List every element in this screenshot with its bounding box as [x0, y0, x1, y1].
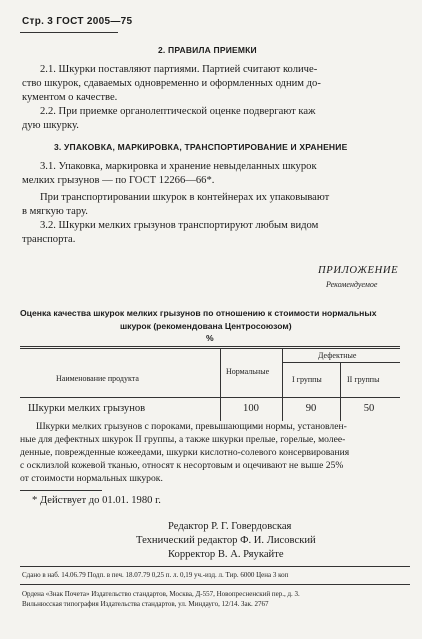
section3-p1-line1: 3.1. Упаковка, маркировка и хранение невыделанных шкурок [40, 161, 317, 172]
printer-line2: Вильнюсская типография Издательства стандартов, ул. Миндауго, 12/14. Зак. 2767 [22, 600, 269, 608]
table-top-rule [20, 346, 400, 347]
section3-p2-line2: в мягкую тару. [22, 206, 88, 217]
section2-p1-line3: кументом о качестве. [22, 92, 118, 103]
table-header-normal: Нормальные [226, 367, 270, 376]
credit-editor: Редактор Р. Г. Говердовская [168, 521, 292, 532]
table-top-rule-2 [20, 348, 400, 349]
table-cell-normal: 100 [243, 403, 259, 414]
header-rule [20, 32, 118, 33]
section2-p2-line1: 2.2. При приемке органолептической оценке подвергают каж [40, 106, 316, 117]
table-col-divider-3 [340, 362, 341, 421]
note-line4: с осклизлой кожевой тканью, относят к несортовым и оцечивают не выше 25% [20, 460, 344, 471]
table-cell-group2: 50 [363, 403, 375, 414]
section2-p1-line2: ство шкурок, сдаваемых одновременно и оформленных одним до- [22, 78, 321, 89]
note-line3: денные, поврежденные кожеедами, шкурки кислотно-солевого консервирования [20, 447, 350, 458]
table-cell-group1: 90 [305, 403, 317, 414]
table-cell-product: Шкурки мелких грызунов [28, 403, 146, 414]
table-header-defective: Дефектные [318, 351, 357, 360]
credit-tech-editor: Технический редактор Ф. И. Лисовский [136, 535, 316, 546]
section2-p1-line1: 2.1. Шкурки поставляют партиями. Партией считают количе- [40, 64, 318, 75]
footnote-rule [20, 490, 102, 491]
table-header-group1: I группы [292, 375, 322, 384]
page-header: Стр. 3 ГОСТ 2005—75 [22, 16, 133, 27]
credit-proofreader: Корректор В. А. Ряукайте [168, 549, 284, 560]
imprint-line: Сдано в наб. 14.06.79 Подп. в печ. 18.07.79 0,25 п. л. 0,19 уч.-изд. л. Тир. 6000 Цена 3 коп [22, 571, 289, 579]
table-header-product: Наименование продукта [56, 374, 139, 383]
imprint-top-rule [20, 566, 410, 567]
table-col-divider-2 [282, 348, 283, 421]
table-unit: % [206, 333, 214, 343]
note-line1: Шкурки мелких грызунов с пороками, превышающими нормы, установлен- [36, 421, 347, 432]
appendix-subtitle: Рекомендуемое [326, 280, 378, 289]
printer-line1: Ордена «Знак Почета» Издательство стандартов, Москва, Д-557, Новопресненский пер., д. 3. [22, 590, 300, 598]
section3-p1-line2: мелких грызунов — по ГОСТ 12266—66*. [22, 175, 215, 186]
table-col-divider-1 [220, 348, 221, 421]
table-title-line1: Оценка качества шкурок мелких грызунов по отношению к стоимости нормальных [20, 308, 377, 318]
imprint-bottom-rule [20, 584, 410, 585]
note-line5: от стоимости нормальных шкурок. [20, 473, 163, 484]
table-header-group2: II группы [347, 375, 380, 384]
footnote: * Действует до 01.01. 1980 г. [32, 495, 161, 506]
section3-p3-line1: 3.2. Шкурки мелких грызунов транспортируют любым видом [40, 220, 319, 231]
section2-p2-line2: дую шкурку. [22, 120, 79, 131]
note-line2: ные для дефектных шкурок II группы, а также шкурки прелые, горелые, молее- [20, 434, 346, 445]
section2-heading: 2. ПРАВИЛА ПРИЕМКИ [158, 45, 257, 55]
section3-heading: 3. УПАКОВКА, МАРКИРОВКА, ТРАНСПОРТИРОВАНИЕ И ХРАНЕНИЕ [54, 142, 348, 152]
section3-p2-line1: При транспортировании шкурок в контейнерах их упаковывают [40, 192, 330, 203]
table-title-line2: шкурок (рекомендована Центросоюзом) [120, 321, 292, 331]
defective-subheader-rule [282, 362, 400, 363]
table-header-bottom-rule [20, 397, 400, 398]
appendix-title: ПРИЛОЖЕНИЕ [318, 265, 399, 276]
section3-p3-line2: транспорта. [22, 234, 76, 245]
